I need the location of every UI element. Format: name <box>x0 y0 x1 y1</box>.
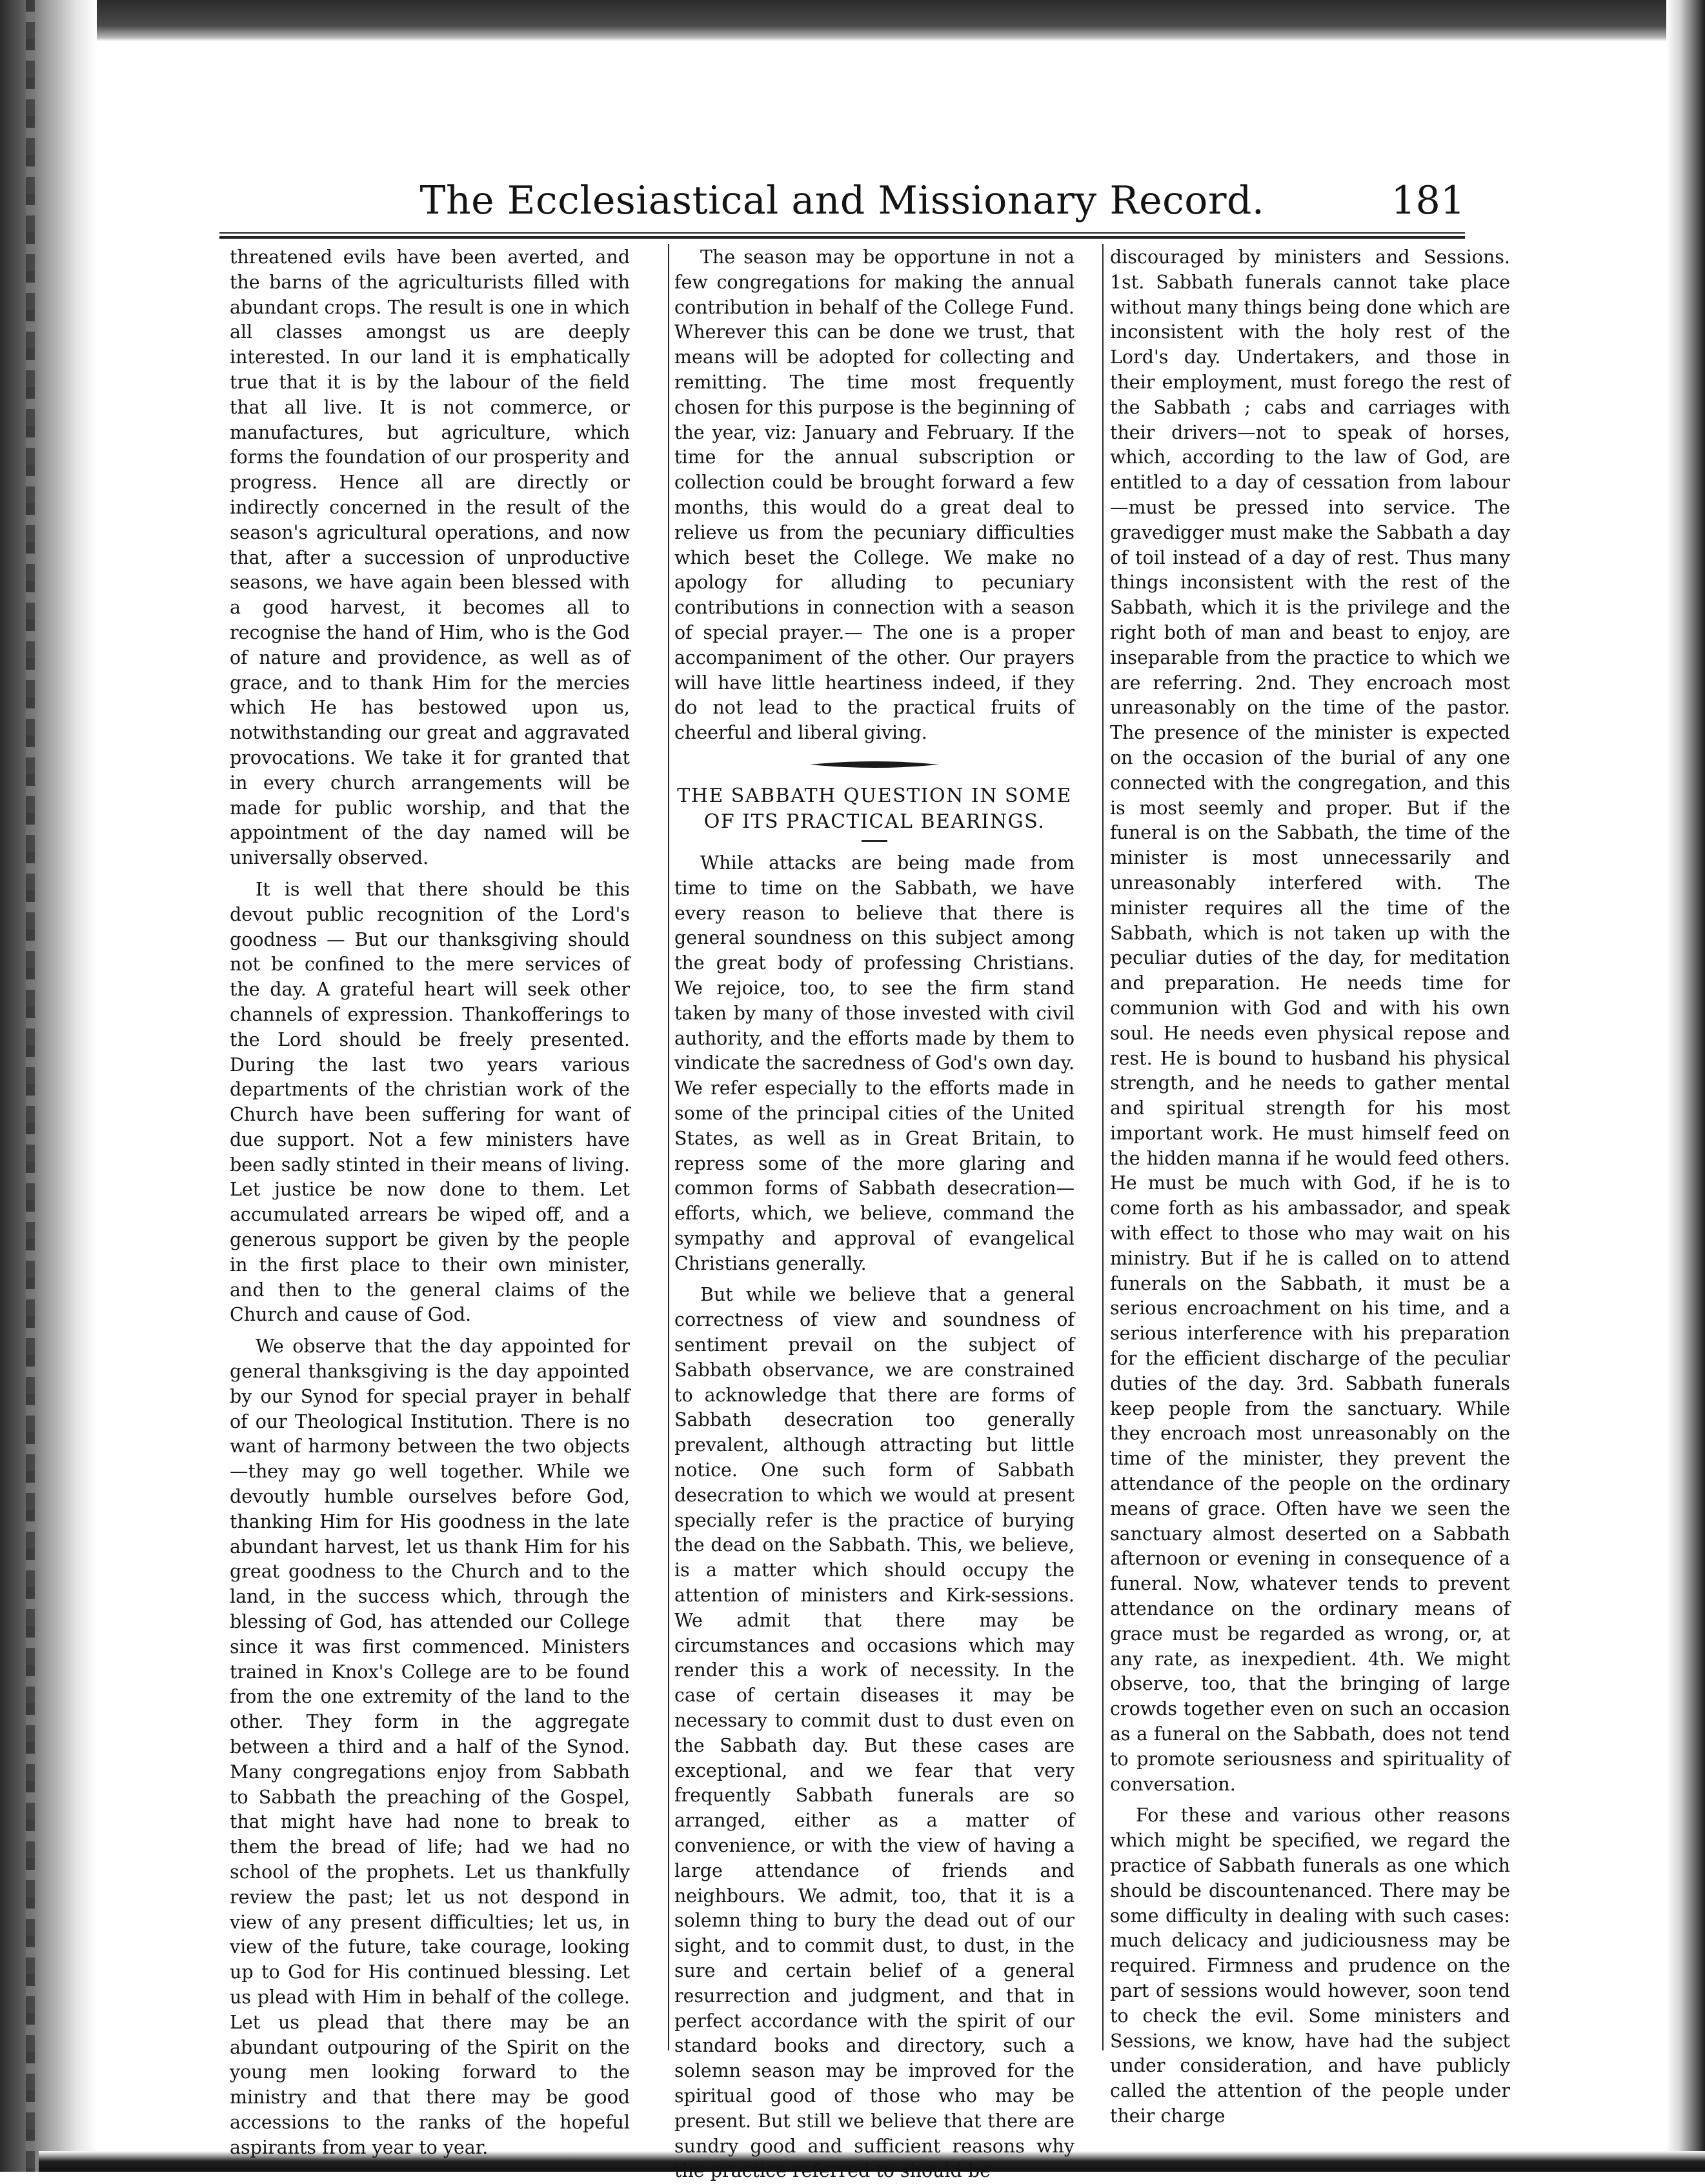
heading-dash <box>862 840 887 842</box>
divider-ornament <box>674 757 1074 770</box>
paragraph: While attacks are being made from time to time on the Sabbath, we have every reason to believe that there is general soundness on this subject among the great body of professing Christians. We rejoice, too, to see the firm stand taken by many of those invested with civil authority, and the efforts made by them to vindicate the sacredness of God's own day. We refer especially to the efforts made in some of the principal cities of the United States, as well as in Great Britain, to repress some of the more glaring and common forms of Sabbath desecration—efforts, which, we believe, command the sympathy and approval of evangelical Christians generally. <box>674 852 1074 1274</box>
column-right <box>1110 245 1510 2127</box>
header-rule <box>219 232 1465 239</box>
column-left <box>230 245 630 2158</box>
paragraph: It is well that there should be this devout public recognition of the Lord's goodness — But our thanksgiving should not be confined to the mere services of the day. A grateful heart will seek other channels of expression. Thankofferings to the Lord should be freely presented. During the last two years various departments of the christian work of the Church have been suffering for want of due support. Not a few ministers have been sadly stinted in their means of living. Let justice be now done to them. Let accumulated arrears be wiped off, and a generous support be given by the people in the first place to their own minister, and then to the general claims of the Church and cause of God. <box>230 878 630 1326</box>
right-scan-edge <box>1666 0 1705 2172</box>
page-number: 181 <box>1391 178 1465 223</box>
column-divider <box>668 244 669 2050</box>
paragraph: We observe that the day appointed for general thanksgiving is the day appointed by our Synod for special prayer in behalf of our Theological Institution. There is no want of harmony between the two objects—they may go well together. While we devoutly humble ourselves before God, thanking Him for His goodness in the late abundant harvest, let us thank Him for his great goodness to the Church and to the land, in the success which, through the blessing of God, has attended our College since it was first commenced. Ministers trained in Knox's College are to be found from the one extremity of the land to the other. They form in the aggregate between a third and a half of the Synod. Many congregations enjoy from Sabbath to Sabbath the preaching of the Gospel, that might have had none to break to them the bread of life; had we had no school of the prophets. Let us thankfully review the past; let us not despond in view of any present difficulties; let us, in view of the future, take courage, looking up to God for His continued blessing. Let us plead with Him in behalf of the college. Let us plead that there may be an abundant outpouring of the Spirit on the young men looking forward to the ministry and that there may be good accessions to the ranks of the hopeful aspirants from year to year. <box>230 1336 630 2158</box>
paragraph: The season may be opportune in not a few congregations for making the annual contribution in behalf of the College Fund. Wherever this can be done we trust, that means will be adopted for collecting and remitting. The time most frequently chosen for this purpose is the beginning of the year, viz: January and February. If the time for the annual subscription or collection could be brought forward a few months, this would do a great deal to relieve us from the pecuniary difficulties which beset the College. We make no apology for alluding to pecuniary contributions in connection with a season of special prayer.— The one is a proper accompaniment of the other. Our prayers will have little heartiness indeed, if they do not lead to the practical fruits of cheerful and liberal giving. <box>674 246 1074 744</box>
section-heading: THE SABBATH QUESTION IN SOME OF ITS PRACTICAL BEARINGS. <box>677 784 1072 833</box>
column-divider <box>1102 244 1104 2050</box>
column-middle <box>674 245 1074 2182</box>
paragraph: For these and various other reasons which might be specified, we regard the practice of Sabbath funerals as one which should be discountenanced. There may be some difficulty in dealing with such cases: much delicacy and judiciousness may be required. Firmness and prudence on the part of sessions would however, soon tend to check the evil. Some ministers and Sessions, we know, have had the subject under consideration, and have publicly called the attention of the people under their charge <box>1110 1805 1510 2127</box>
paragraph: threatened evils have been averted, and the barns of the agriculturists filled with abundant crops. The result is one in which all classes amongst us are deeply interested. In our land it is emphatically true that it is by the labour of the field that all live. It is not commerce, or manufactures, but agriculture, which forms the foundation of our prosperity and progress. Hence all are directly or indirectly concerned in the result of the season's agricultural operations, and now that, after a succession of unproductive seasons, we have again been blessed with a good harvest, it becomes all to recognise the hand of Him, who is the God of nature and providence, as well as of grace, and to thank Him for the mercies which He has bestowed upon us, notwithstanding our great and aggravated provocations. We take it for granted that in every church arrangements will be made for public worship, and that the appointment of the day named will be universally observed. <box>230 246 630 869</box>
paragraph: But while we believe that a general correctness of view and soundness of sentiment prevail on the subject of Sabbath observance, we are constrained to acknowledge that there are forms of Sabbath desecration too generally prevalent, although attracting but little notice. One such form of Sabbath desecration to which we would at present specially refer is the practice of burying the dead on the Sabbath. This, we believe, is a matter which should occupy the attention of ministers and Kirk-sessions. We admit that there may be circumstances and occasions which may render this a work of necessity. In the case of certain diseases it may be necessary to commit dust to dust even on the Sabbath day. But these cases are exceptional, and we fear that very frequently Sabbath funerals are so arranged, either as a matter of convenience, or with the view of having a large attendance of friends and neighbours. We admit, too, that it is a solemn thing to bury the dead out of our sight, and to commit dust, to dust, in the sure and certain belief of a general resurrection and judgment, and that in perfect accordance with the spirit of our standard books and directory, such a solemn season may be improved for the spiritual good of those who may be present. But still we believe that there are sundry good and sufficient reasons why the practice referred to should be <box>674 1284 1074 2182</box>
divider-ornament-icon <box>810 759 939 770</box>
paragraph: discouraged by ministers and Sessions. 1st. Sabbath funerals cannot take place without many things being done which are inconsistent with the holy rest of the Lord's day. Undertakers, and those in their employment, must forego the rest of the Sabbath ; cabs and carriages with their drivers—not to speak of horses, which, according to the law of God, are entitled to a day of cessation from labour —must be pressed into service. The gravedigger must make the Sabbath a day of toil instead of a day of rest. Thus many things inconsistent with the rest of the Sabbath, which it is the privilege and the right both of man and beast to enjoy, are inseparable from the practice to which we are referring. 2nd. They encroach most unreasonably on the time of the pastor. The presence of the minister is expected on the occasion of the burial of any one connected with the congregation, and this is most seemly and proper. But if the funeral is on the Sabbath, the time of the minister is most unnecessarily and unreasonably interfered with. The minister requires all the time of the Sabbath, which is not taken up with the peculiar duties of the day, for meditation and preparation. He needs time for communion with God and with his own soul. He needs even physical repose and rest. He is bound to husband his physical strength, and he needs to gather mental and spiritual strength for his most important work. He must himself feed on the hidden manna if he would feed others. He must be much with God, if he is to come forth as his ambassador, and speak with effect to those who may wait on his ministry. But if he is called on to attend funerals on the Sabbath, it must be a serious encroachment on his time, and a serious interference with his preparation for the efficient discharge of the peculiar duties of the day. 3rd. Sabbath funerals keep people from the sanctuary. While they encroach most unreasonably on the time of the minister, they prevent the attendance of the people on the ordinary means of grace. Often have we seen the sanctuary almost deserted on a Sabbath afternoon or evening in consequence of a funeral. Now, whatever tends to prevent attendance on the ordinary means of grace must be regarded as wrong, or, at any rate, as inexpedient. 4th. We might observe, too, that the bringing of large crowds together even on such an occasion as a funeral on the Sabbath, does not tend to promote seriousness and spirituality of conversation. <box>1110 246 1510 1795</box>
book-spine-shadow <box>0 0 97 2172</box>
top-scan-edge <box>97 0 1705 41</box>
page-header <box>219 178 1465 230</box>
running-title: The Ecclesiastical and Missionary Record. <box>419 178 1265 223</box>
